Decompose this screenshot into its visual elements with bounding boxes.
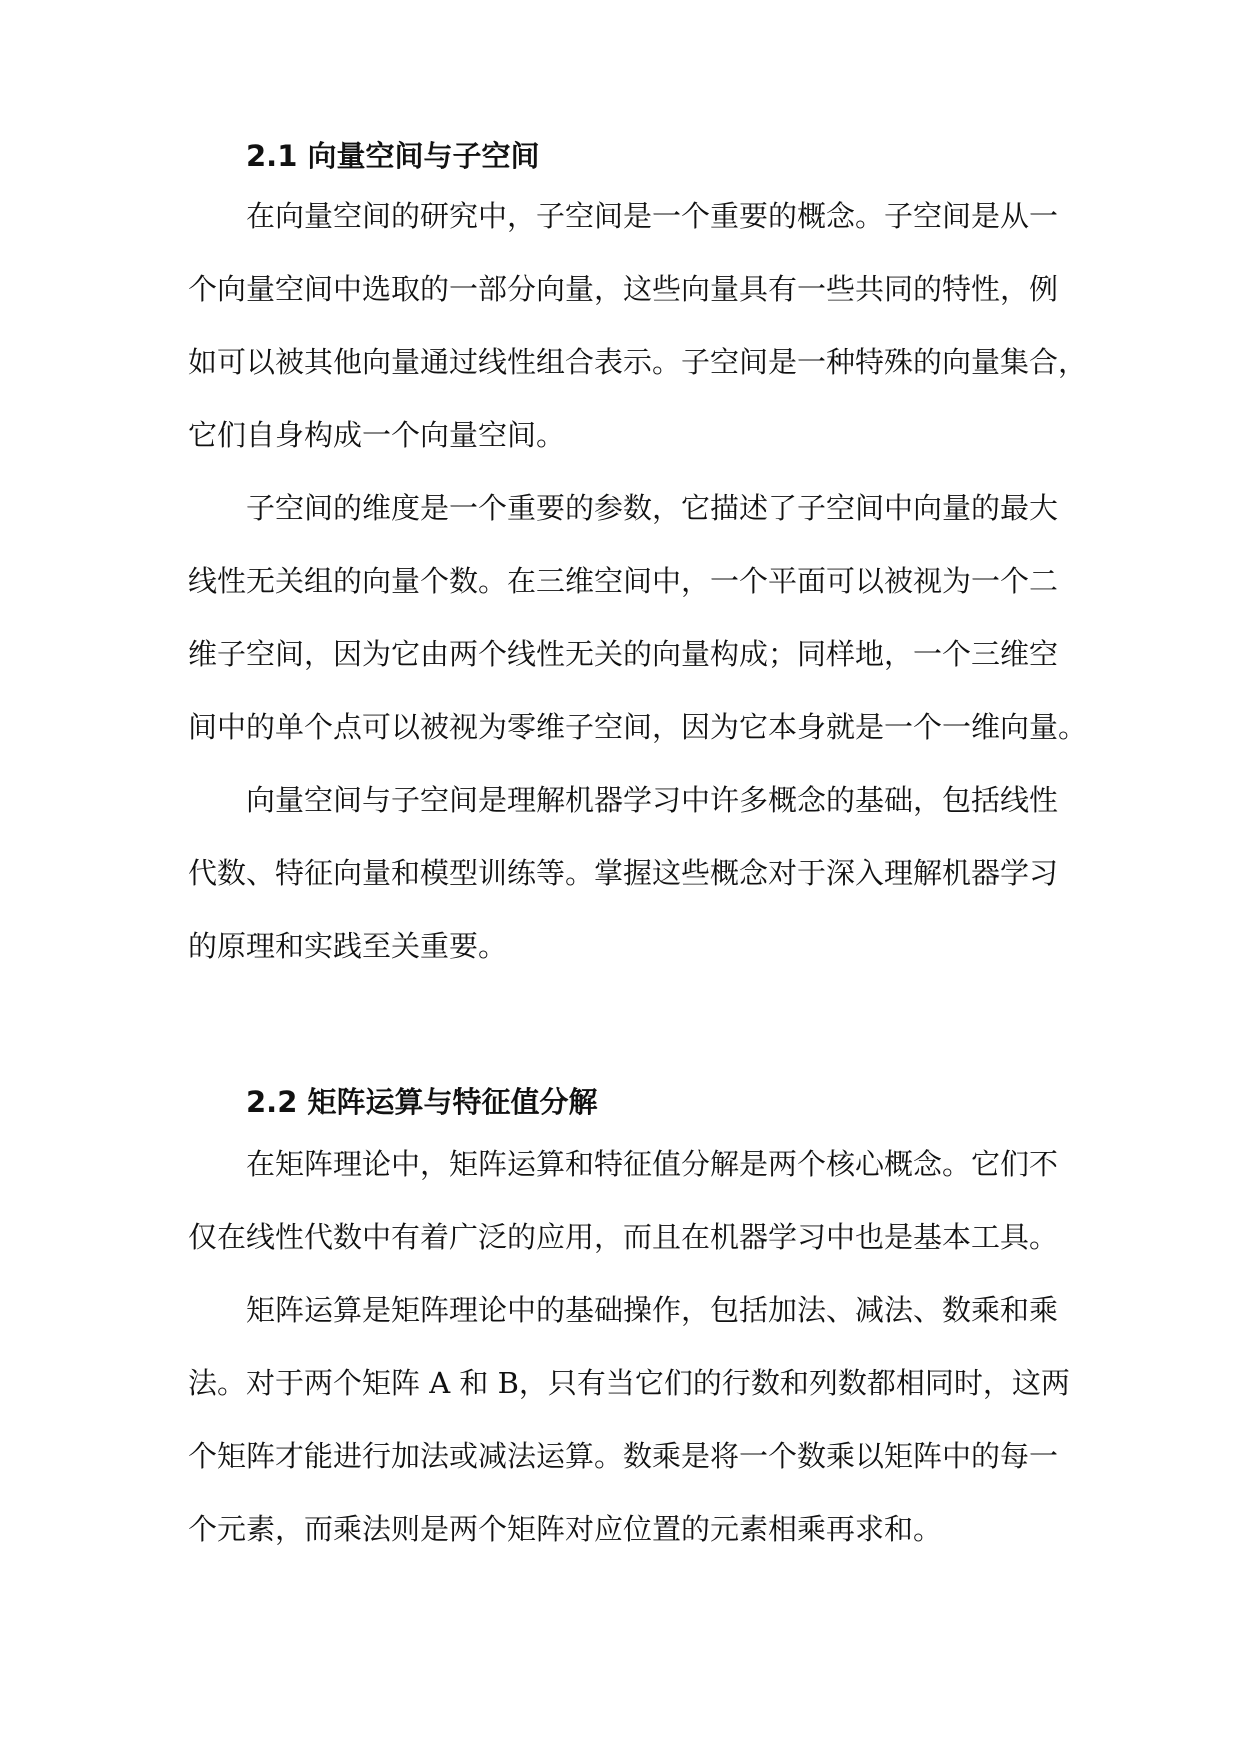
paragraph-line: 矩阵运算是矩阵理论中的基础操作，包括加法、减法、数乘和乘: [246, 1293, 1059, 1327]
paragraph-line: 在矩阵理论中，矩阵运算和特征值分解是两个核心概念。它们不: [246, 1147, 1059, 1181]
paragraph-line: 个元素，而乘法则是两个矩阵对应位置的元素相乘再求和。: [188, 1512, 943, 1546]
paragraph-line: 个矩阵才能进行加法或减法运算。数乘是将一个数乘以矩阵中的每一: [188, 1439, 1059, 1473]
paragraph-line: 如可以被其他向量通过线性组合表示。子空间是一种特殊的向量集合，: [188, 345, 1088, 379]
paragraph-line: 它们自身构成一个向量空间。: [188, 418, 566, 452]
paragraph-line: 子空间的维度是一个重要的参数，它描述了子空间中向量的最大: [246, 491, 1059, 525]
paragraph-line: 的原理和实践至关重要。: [188, 929, 508, 963]
paragraph-2: [188, 472, 1088, 764]
section-heading-2-1: 2.1 向量空间与子空间: [246, 139, 540, 173]
paragraph-line: 线性无关组的向量个数。在三维空间中，一个平面可以被视为一个二: [188, 564, 1059, 598]
paragraph-line: 个向量空间中选取的一部分向量，这些向量具有一些共同的特性，例: [188, 272, 1059, 306]
paragraph-line: 间中的单个点可以被视为零维子空间，因为它本身就是一个一维向量。: [188, 710, 1088, 744]
paragraph-1: [188, 180, 1088, 472]
paragraph-line: 代数、特征向量和模型训练等。掌握这些概念对于深入理解机器学习: [188, 856, 1059, 890]
paragraph-line: 法。对于两个矩阵 A 和 B，只有当它们的行数和列数都相同时，这两: [188, 1366, 1070, 1400]
paragraph-line: 维子空间，因为它由两个线性无关的向量构成；同样地，一个三维空: [188, 637, 1059, 671]
paragraph-3: [188, 764, 1068, 983]
paragraph-5: [188, 1274, 1068, 1566]
paragraph-line: 向量空间与子空间是理解机器学习中许多概念的基础，包括线性: [246, 783, 1059, 817]
section-heading-2-2: 2.2 矩阵运算与特征值分解: [246, 1085, 598, 1119]
paragraph-line: 在向量空间的研究中，子空间是一个重要的概念。子空间是从一: [246, 199, 1059, 233]
paragraph-4: [188, 1128, 1068, 1274]
paragraph-line: 仅在线性代数中有着广泛的应用，而且在机器学习中也是基本工具。: [188, 1220, 1059, 1254]
